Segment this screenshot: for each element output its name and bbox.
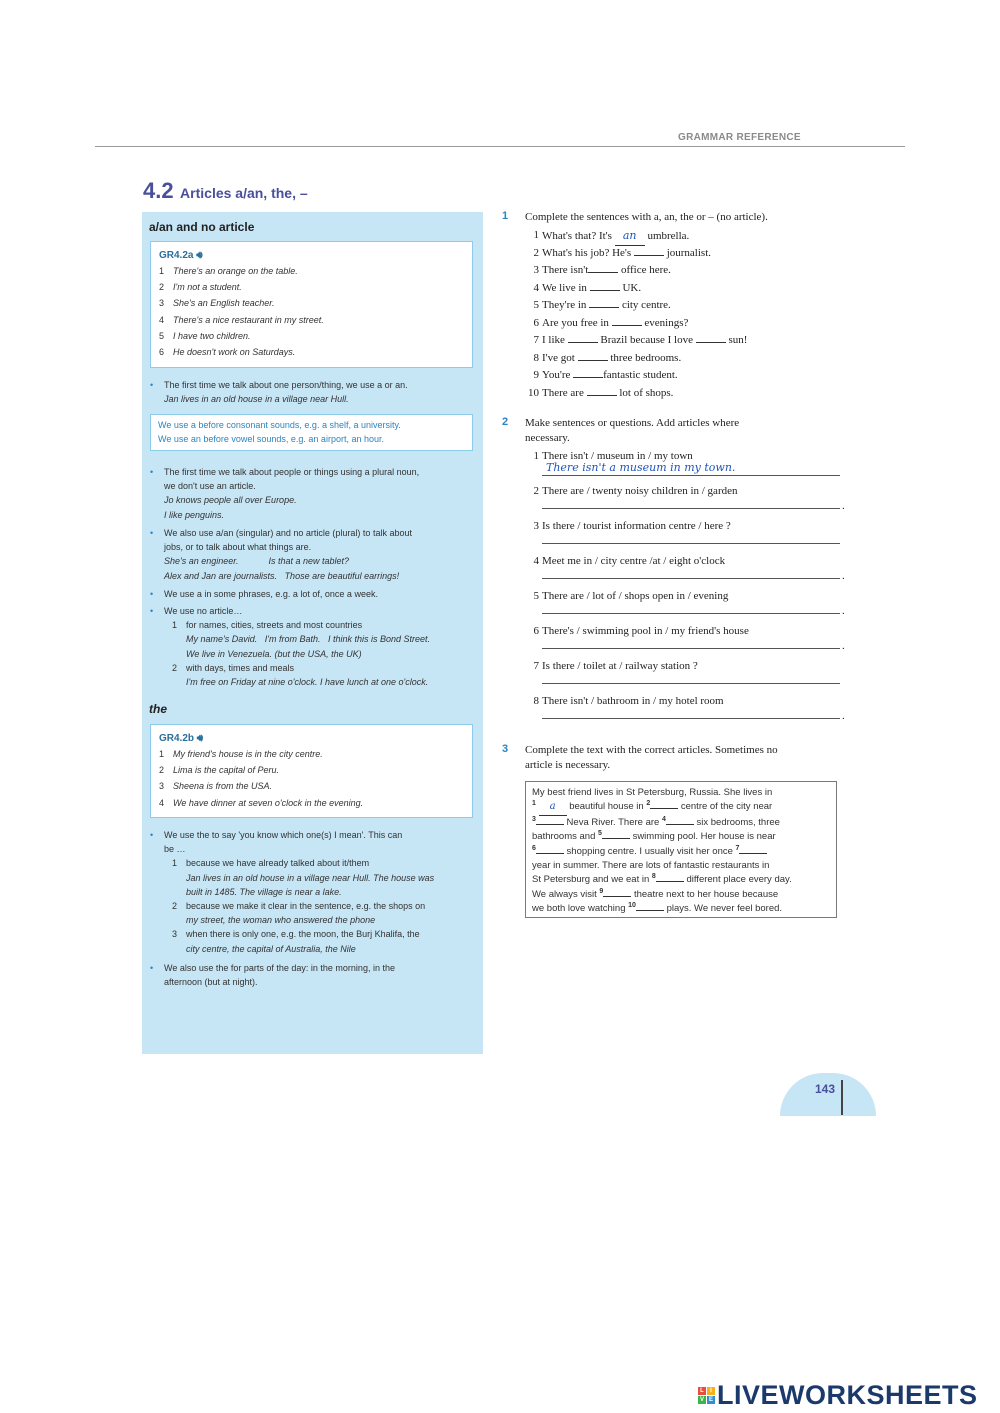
example-line: 3 She's an English teacher.: [159, 298, 275, 309]
liveworksheets-logo: [698, 1380, 978, 1411]
rule-bullet: • The first time we talk about people or things using a plural noun, we don't use an article. Jo knows people all over Europe. I like penguins.: [150, 467, 420, 520]
answer-field[interactable]: [542, 508, 840, 509]
answer-field[interactable]: [650, 800, 678, 809]
grammar-reference-panel: [142, 212, 483, 1054]
subheading-the: the: [149, 702, 167, 716]
answer-field[interactable]: [536, 816, 564, 825]
exercise-item: 7 I like Brazil because I love sun!: [533, 334, 748, 346]
exercise-item: 8 I've got three bedrooms.: [533, 351, 682, 364]
example-box-b: [150, 724, 473, 818]
logo-text: LIVEWORKSHEETS: [717, 1380, 978, 1410]
example-line: 3 Sheena is from the USA.: [159, 781, 273, 792]
exercise-3: [502, 743, 847, 773]
page-number: 143: [815, 1082, 836, 1096]
answer-field[interactable]: There isn't a museum in my town.: [546, 461, 736, 474]
exercise-instruction: Complete the sentences with a, an, the or – (no article).: [525, 211, 768, 223]
answer-field[interactable]: [636, 902, 664, 911]
exercise-item: 1 What's that? It's an umbrella.: [525, 227, 847, 245]
pronunciation-note: We use a before consonant sounds, e.g. a shelf, a university. We use an before vowel sounds, e.g. an airport, an hour.: [150, 414, 473, 451]
exercise-item: 8 There isn't / bathroom in / my hotel room .: [533, 695, 845, 722]
rule-bullet: • We use a in some phrases, e.g. a lot of, once a week.: [150, 589, 378, 599]
audio-code-a: GR4.2a 🔊︎: [159, 250, 203, 261]
exercise-number: 2: [502, 416, 509, 428]
answer-field[interactable]: [542, 578, 840, 579]
example-line: 1 There's an orange on the table.: [159, 266, 298, 276]
exercise-item: 2 What's his job? He's journalist.: [533, 246, 712, 259]
answer-field[interactable]: [656, 873, 684, 882]
exercise-item: 4 Meet me in / city centre /at / eight o'clock .: [533, 555, 845, 582]
audio-icon[interactable]: 🔊︎: [196, 250, 203, 261]
example-line: 4 There's a nice restaurant in my street.: [159, 314, 324, 325]
section-heading: Articles a/an, the, –: [180, 185, 308, 201]
rule-bullet: • We also use the for parts of the day: in the morning, in the afternoon (but at night).: [150, 963, 395, 988]
rule-bullet: • We also use a/an (singular) and no article (plural) to talk about jobs, or to talk about what things are. She's an engineer. Is that a new tablet? Alex and Jan are journalists. Those are beautiful earrings!: [150, 528, 412, 581]
exercise-item: 6 Are you free in evenings?: [533, 316, 689, 329]
exercise-item: 7 Is there / toilet at / railway station ?: [525, 660, 847, 695]
example-line: 5 I have two children.: [159, 330, 251, 341]
rule-bullet: • We use no article… 1 for names, cities, streets and most countries My name's David. I'm from Bath. I think this is Bond Street. We live in Venezuela. (but the USA, the UK) 2 with days, times and meals I'm free on Friday at nine o'clock. I have lunch at one o'clock.: [150, 606, 431, 688]
answer-field[interactable]: a: [539, 800, 567, 815]
exercise-item: 3 There isn't office here.: [533, 264, 671, 276]
rule-bullet: • We use the to say 'you know which one(s) I mean'. This can be … 1 because we have already talked about it/them Jan lives in an old house in a village near Hull. The house was built in 1485. The village is near a lake. 2 because we make it clear in the sentence, e.g. the shops on my street, the woman who answered the phone 3 when there is only one, e.g. the moon, the Burj Khalifa, the city centre, the capital of Australia, the Nile: [150, 830, 435, 954]
answer-field[interactable]: [634, 246, 664, 256]
exercise-item: 4 We live in UK.: [533, 281, 642, 294]
example-line: 1 My friend's house is in the city centre.: [159, 749, 323, 759]
answer-field[interactable]: [542, 543, 840, 544]
answer-field[interactable]: [590, 281, 620, 291]
example-box-a: [150, 241, 473, 368]
exercise-item: 6 There's / swimming pool in / my friend's house .: [533, 625, 845, 652]
rule-bullet: • The first time we talk about one person/thing, we use a or an. Jan lives in an old house in a village near Hull.: [150, 380, 408, 405]
answer-field[interactable]: [739, 845, 767, 854]
answer-field[interactable]: [587, 386, 617, 396]
answer-field[interactable]: [542, 718, 840, 719]
exercise-number: 3: [502, 743, 509, 755]
exercise-item: 2 There are / twenty noisy children in / garden .: [533, 485, 845, 512]
exercise-item: 10 There are lot of shops.: [528, 386, 674, 399]
exercise-number: 1: [502, 210, 509, 222]
header-divider: [95, 146, 905, 147]
example-line: 6 He doesn't work on Saturdays.: [159, 347, 296, 358]
exercise-instruction: Make sentences or questions. Add articles where necessary.: [525, 417, 740, 444]
example-line: 4 We have dinner at seven o'clock in the evening.: [159, 797, 364, 808]
example-line: 2 I'm not a student.: [159, 282, 242, 293]
example-line: 2 Lima is the capital of Peru.: [159, 765, 280, 776]
answer-field[interactable]: [536, 845, 564, 854]
page-number-bar: [841, 1080, 843, 1115]
exercise-2: [502, 416, 847, 730]
answer-field[interactable]: [542, 648, 840, 649]
answer-field[interactable]: [588, 263, 618, 273]
audio-icon[interactable]: 🔊︎: [196, 733, 204, 744]
answer-field[interactable]: [696, 333, 726, 343]
answer-field[interactable]: [573, 368, 603, 378]
section-number: 4.2: [143, 178, 174, 203]
audio-code-b: GR4.2b 🔊︎: [159, 733, 204, 744]
answer-field[interactable]: [542, 683, 840, 684]
answer-field[interactable]: [602, 830, 630, 839]
answer-field[interactable]: [612, 316, 642, 326]
exercise-item: 5 They're in city centre.: [533, 299, 671, 311]
answer-field[interactable]: [578, 351, 608, 361]
exercise-item: 5 There are / lot of / shops open in / evening .: [533, 590, 845, 617]
subheading-a-an: a/an and no article: [149, 220, 255, 234]
exercise-item: 9 You're fantastic student.: [533, 369, 678, 381]
exercise-1: [502, 210, 847, 402]
answer-field[interactable]: [542, 613, 840, 614]
answer-field[interactable]: [603, 888, 631, 897]
exercise-item: 3 Is there / tourist information centre / here ?: [525, 520, 847, 555]
section-title: [143, 178, 308, 204]
header-label: GRAMMAR REFERENCE: [678, 132, 801, 143]
answer-field[interactable]: [589, 298, 619, 308]
answer-line: [542, 475, 840, 476]
logo-blocks-icon: L I V E: [699, 1388, 713, 1403]
answer-field[interactable]: [666, 816, 694, 825]
answer-field[interactable]: [568, 333, 598, 343]
exercise-item: 1 There isn't / museum in / my town There isn't a museum in my town.: [525, 450, 847, 485]
exercise-instruction: Complete the text with the correct articles. Sometimes no article is necessary.: [525, 744, 778, 771]
cloze-text-box: My best friend lives in St Petersburg, Russia. She lives in $^1$ a beautiful house in $^2$ centre of the city near $^3$ Neva River. There are $^4$ six bedrooms, three bathrooms and $^5$ swimming pool. Her house is near $^6$ shopping centre. I usually visit her once $^7$ year in summer. There are lots of fantastic restaurants in St Petersburg and we eat in $^8$ different place every day. We always visit $^9$ theatre next to her house because we both love watching $^{10}$ plays. We never feel bored.: [525, 781, 837, 918]
answer-field[interactable]: an: [615, 227, 645, 246]
